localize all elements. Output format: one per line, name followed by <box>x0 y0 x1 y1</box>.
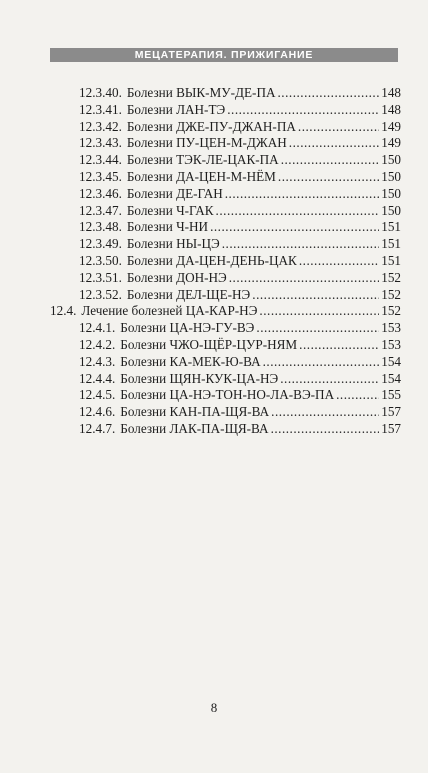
toc-dot-leader <box>259 303 379 319</box>
toc-dot-leader <box>225 186 379 202</box>
toc-entry <box>79 236 401 253</box>
toc-entry-title: Болезни ЦА-НЭ-ГУ-ВЭ <box>120 320 255 336</box>
toc-entry-title: Болезни ДЖЕ-ПУ-ДЖАН-ПА <box>126 118 296 134</box>
toc-entry-page: 149 <box>381 135 401 151</box>
toc-entry-number: 12.3.45. <box>79 169 122 184</box>
toc-entry <box>79 102 401 119</box>
toc-entry-title: Болезни ДЕЛ-ЩЕ-НЭ <box>126 286 251 302</box>
toc-entry-number: 12.4.4. <box>79 370 116 386</box>
toc-dot-leader <box>278 85 380 101</box>
toc-entry-title: Болезни Ч-ГАК <box>126 202 214 218</box>
toc-entry-title: Болезни КАН-ПА-ЩЯ-ВА <box>120 404 270 420</box>
toc-dot-leader <box>222 236 380 252</box>
toc-entry <box>79 169 401 186</box>
toc-entry-title: Болезни НЫ-ЦЭ <box>126 236 220 252</box>
toc-entry <box>79 354 401 371</box>
toc-entry-number: 12.4.7. <box>79 421 116 436</box>
toc-entry-number: 12.3.40. <box>79 85 122 100</box>
toc-entry <box>79 337 401 354</box>
toc-entry-title: Болезни ЦА-НЭ-ТОН-НО-ЛА-ВЭ-ПА <box>120 387 335 403</box>
toc-entry-page: 154 <box>381 370 401 386</box>
toc-entry-number: 12.4.2. <box>79 337 116 352</box>
toc-entry-number: 12.4.1. <box>79 320 116 336</box>
toc-entry-page: 152 <box>381 269 401 285</box>
toc-entry-number: 12.3.44. <box>79 152 122 168</box>
toc-entry-number: 12.3.47. <box>79 202 122 218</box>
toc-dot-leader <box>271 404 379 420</box>
toc-entry-title: Болезни ТЭК-ЛЕ-ЦАК-ПА <box>126 152 279 168</box>
toc-entry-page: 150 <box>381 152 401 168</box>
toc-entry <box>79 371 401 388</box>
toc-dot-leader <box>256 320 379 336</box>
toc-entry-number: 12.3.43. <box>79 135 122 151</box>
toc-entry <box>79 186 401 203</box>
toc-entry-page: 151 <box>381 219 401 235</box>
toc-entry <box>79 387 401 404</box>
toc-dot-leader <box>336 387 379 403</box>
toc-entry-number: 12.4.5. <box>79 387 116 403</box>
toc-entry-title: Болезни КА-МЕК-Ю-ВА <box>120 353 261 369</box>
toc-entry-title: Болезни ДОН-НЭ <box>126 269 227 285</box>
toc-entry-number: 12.4.3. <box>79 353 116 369</box>
toc-dot-leader <box>229 270 379 286</box>
toc-entry <box>79 404 401 421</box>
toc-dot-leader <box>216 203 380 219</box>
toc-entry-page: 152 <box>381 303 401 319</box>
toc-entry-number: 12.3.42. <box>79 118 122 134</box>
toc-entry-number: 12.3.50. <box>79 253 122 268</box>
toc-entry <box>79 253 401 270</box>
toc-entry-number: 12.3.52. <box>79 286 122 302</box>
toc-entry <box>79 421 401 438</box>
toc-entry-page: 148 <box>381 85 401 100</box>
toc-entry-title: Болезни ЧЖО-ЩЁР-ЦУР-НЯМ <box>120 337 298 352</box>
toc-dot-leader <box>299 337 379 353</box>
toc-dot-leader <box>210 219 379 235</box>
page-number: 8 <box>210 700 218 715</box>
toc-entry-number: 12.3.48. <box>79 219 122 235</box>
running-header-title: МЕЦАТЕРАПИЯ. ПРИЖИГАНИЕ <box>134 49 314 61</box>
toc-dot-leader <box>298 119 379 135</box>
toc-entry-page: 154 <box>381 353 401 369</box>
toc-entry-title: Лечение болезней ЦА-КАР-НЭ <box>81 303 258 319</box>
toc-entry-page: 157 <box>381 404 401 420</box>
toc-entry-number: 12.3.46. <box>79 185 122 201</box>
toc-entry-title: Болезни ЛАК-ПА-ЩЯ-ВА <box>120 421 269 436</box>
toc-dot-leader <box>299 253 379 269</box>
toc-dot-leader <box>281 152 380 168</box>
toc-entry-page: 155 <box>381 387 401 403</box>
toc-entry-page: 150 <box>381 202 401 218</box>
toc-entry-page: 157 <box>381 421 401 436</box>
toc-entry <box>79 320 401 337</box>
toc-entry-title: Болезни ДА-ЦЕН-ДЕНЬ-ЦАК <box>126 253 297 268</box>
toc-entry <box>79 203 401 220</box>
toc-entry <box>79 287 401 304</box>
toc-entry-number: 12.4. <box>50 303 77 319</box>
toc-entry-page: 151 <box>381 253 401 268</box>
toc-entry <box>79 152 401 169</box>
toc-entry-title: Болезни ВЫК-МУ-ДЕ-ПА <box>126 85 276 100</box>
toc-entry-page: 149 <box>381 118 401 134</box>
toc-entry-page: 148 <box>381 101 401 117</box>
toc-entry-number: 12.4.6. <box>79 404 116 420</box>
toc-entry-number: 12.3.51. <box>79 269 122 285</box>
toc-entry <box>79 85 401 102</box>
toc-entry <box>79 219 401 236</box>
toc-dot-leader <box>278 169 379 185</box>
toc-entry <box>79 270 401 287</box>
toc-dot-leader <box>252 287 379 303</box>
toc-entry <box>50 303 401 320</box>
toc-entry <box>79 119 401 136</box>
toc-entry-page: 150 <box>381 169 401 184</box>
toc-entry-title: Болезни ДА-ЦЕН-М-НЁМ <box>126 169 276 184</box>
toc-dot-leader <box>263 354 380 370</box>
toc-dot-leader <box>280 371 379 387</box>
toc-entry-title: Болезни ДЕ-ГАН <box>126 185 223 201</box>
toc-entry-page: 153 <box>381 320 401 336</box>
running-header <box>50 48 398 62</box>
toc-entry-number: 12.3.49. <box>79 236 122 252</box>
toc-entry-title: Болезни ПУ-ЦЕН-М-ДЖАН <box>126 135 287 151</box>
toc-entry-page: 153 <box>381 337 401 352</box>
toc-entry-page: 152 <box>381 286 401 302</box>
toc-entry-page: 151 <box>381 236 401 252</box>
toc-dot-leader <box>227 102 379 118</box>
toc-entry-number: 12.3.41. <box>79 101 122 117</box>
toc-dot-leader <box>271 421 380 437</box>
toc-entry-page: 150 <box>381 185 401 201</box>
toc-entry-title: Болезни ЩЯН-КУК-ЦА-НЭ <box>120 370 279 386</box>
toc-entry <box>79 135 401 152</box>
toc-entry-title: Болезни Ч-НИ <box>126 219 209 235</box>
toc-entry-title: Болезни ЛАН-ТЭ <box>126 101 226 117</box>
toc-dot-leader <box>289 135 379 151</box>
